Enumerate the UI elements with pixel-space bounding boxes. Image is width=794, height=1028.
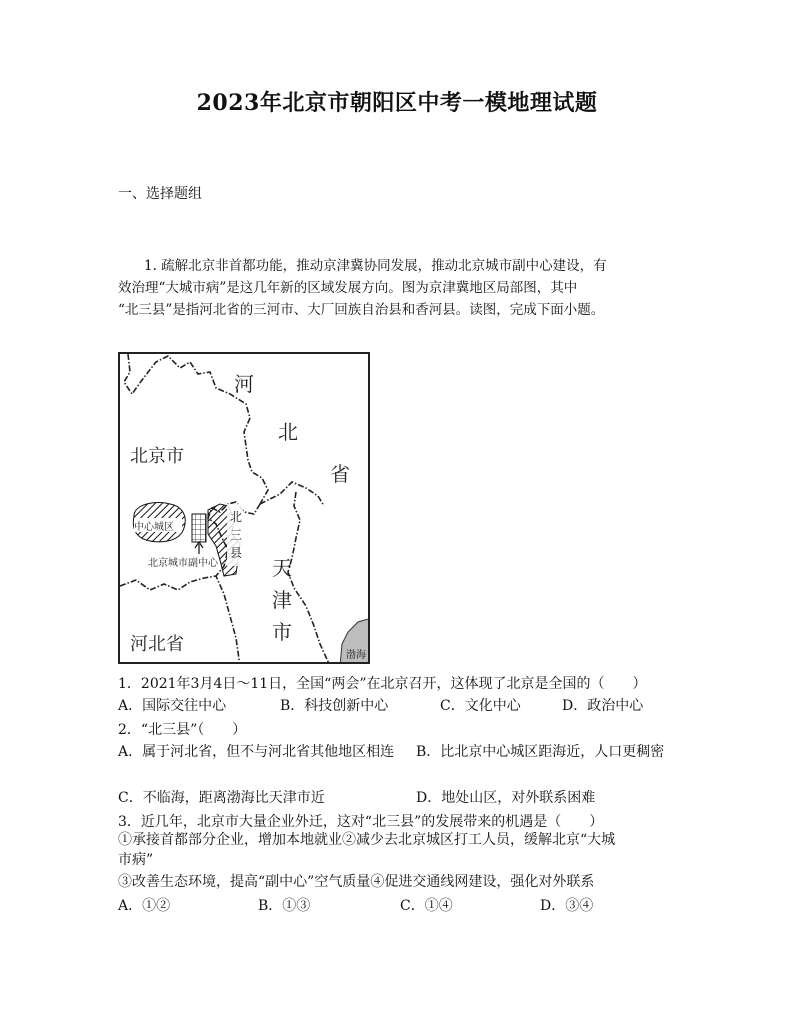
map-label-bei: 北 <box>278 420 298 444</box>
map-label-bsx-2: 三 <box>230 528 243 542</box>
map-label-sheng: 省 <box>330 462 350 486</box>
map-label-beijing: 北京市 <box>130 446 184 467</box>
q2-option-d[interactable]: D．地处山区，对外联系困难 <box>416 790 596 806</box>
sub-center-area <box>192 514 206 542</box>
border-tianjin-north <box>260 482 324 506</box>
q3-statements-line-3: ③改善生态环境，提高“副中心”空气质量④促进交通线网建设，强化对外联系 <box>118 874 595 890</box>
q2-option-c[interactable]: C．不临海，距离渤海比天津市近 <box>118 790 325 806</box>
q2-option-a[interactable]: A．属于河北省，但不与河北省其他地区相连 <box>118 744 395 760</box>
q1-option-c[interactable]: C．文化中心 <box>440 698 521 714</box>
q1-option-b[interactable]: B．科技创新中心 <box>280 698 389 714</box>
map-label-bohai: 渤海 <box>346 650 366 661</box>
q3-option-a[interactable]: A．①② <box>118 898 171 914</box>
q1-option-d[interactable]: D．政治中心 <box>562 698 644 714</box>
q3-option-d[interactable]: D．③④ <box>540 898 594 914</box>
page-title: 2023年北京市朝阳区中考一模地理试题 <box>196 90 598 116</box>
map-label-jin: 津 <box>272 588 292 612</box>
map-label-sub-center: 北京城市副中心 <box>148 558 218 569</box>
map-label-bsx-3: 县 <box>230 546 243 560</box>
border-tianjin-west <box>288 492 330 664</box>
map-label-center-city: 中心城区 <box>134 522 174 533</box>
intro-line-3: “北三县”是指河北省的三河市、大厂回族自治县和香河县。读图，完成下面小题。 <box>118 302 605 318</box>
map-label-tian: 天 <box>272 556 292 580</box>
q1-stem: 1．2021年3月4日～11日，全国“两会”在北京召开，这体现了北京是全国的（ ） <box>118 676 647 692</box>
map-label-he: 河 <box>234 372 254 396</box>
intro-line-1: 1. 疏解北京非首都功能，推动京津冀协同发展，推动北京城市副中心建设，有 <box>144 258 607 274</box>
map-label-hebei: 河北省 <box>130 634 184 655</box>
question-intro <box>118 255 693 321</box>
q3-option-b[interactable]: B．①③ <box>258 898 311 914</box>
jingjinji-map <box>118 352 370 664</box>
q3-option-c[interactable]: C．①④ <box>400 898 453 914</box>
q2-option-b[interactable]: B．比北京中心城区距海近，人口更稠密 <box>416 744 665 760</box>
map-label-shi: 市 <box>272 620 292 644</box>
q1-option-a[interactable]: A．国际交往中心 <box>118 698 227 714</box>
section-heading: 一、选择题组 <box>118 186 202 202</box>
q3-statements-line-2: 市病” <box>118 852 154 868</box>
map-drawing <box>120 354 370 664</box>
map-label-bsx-1: 北 <box>230 510 243 524</box>
q3-statements-line-1: ①承接首都部分企业，增加本地就业②减少去北京城区打工人员，缓解北京“大城 <box>118 832 616 848</box>
q3-stem: 3．近几年，北京市大量企业外迁，这对“北三县”的发展带来的机遇是（ ） <box>118 814 604 830</box>
intro-line-2: 效治理“大城市病”是这几年新的区域发展方向。图为京津冀地区局部图，其中 <box>118 280 578 296</box>
q2-stem: 2．“北三县”（ ） <box>118 722 247 738</box>
